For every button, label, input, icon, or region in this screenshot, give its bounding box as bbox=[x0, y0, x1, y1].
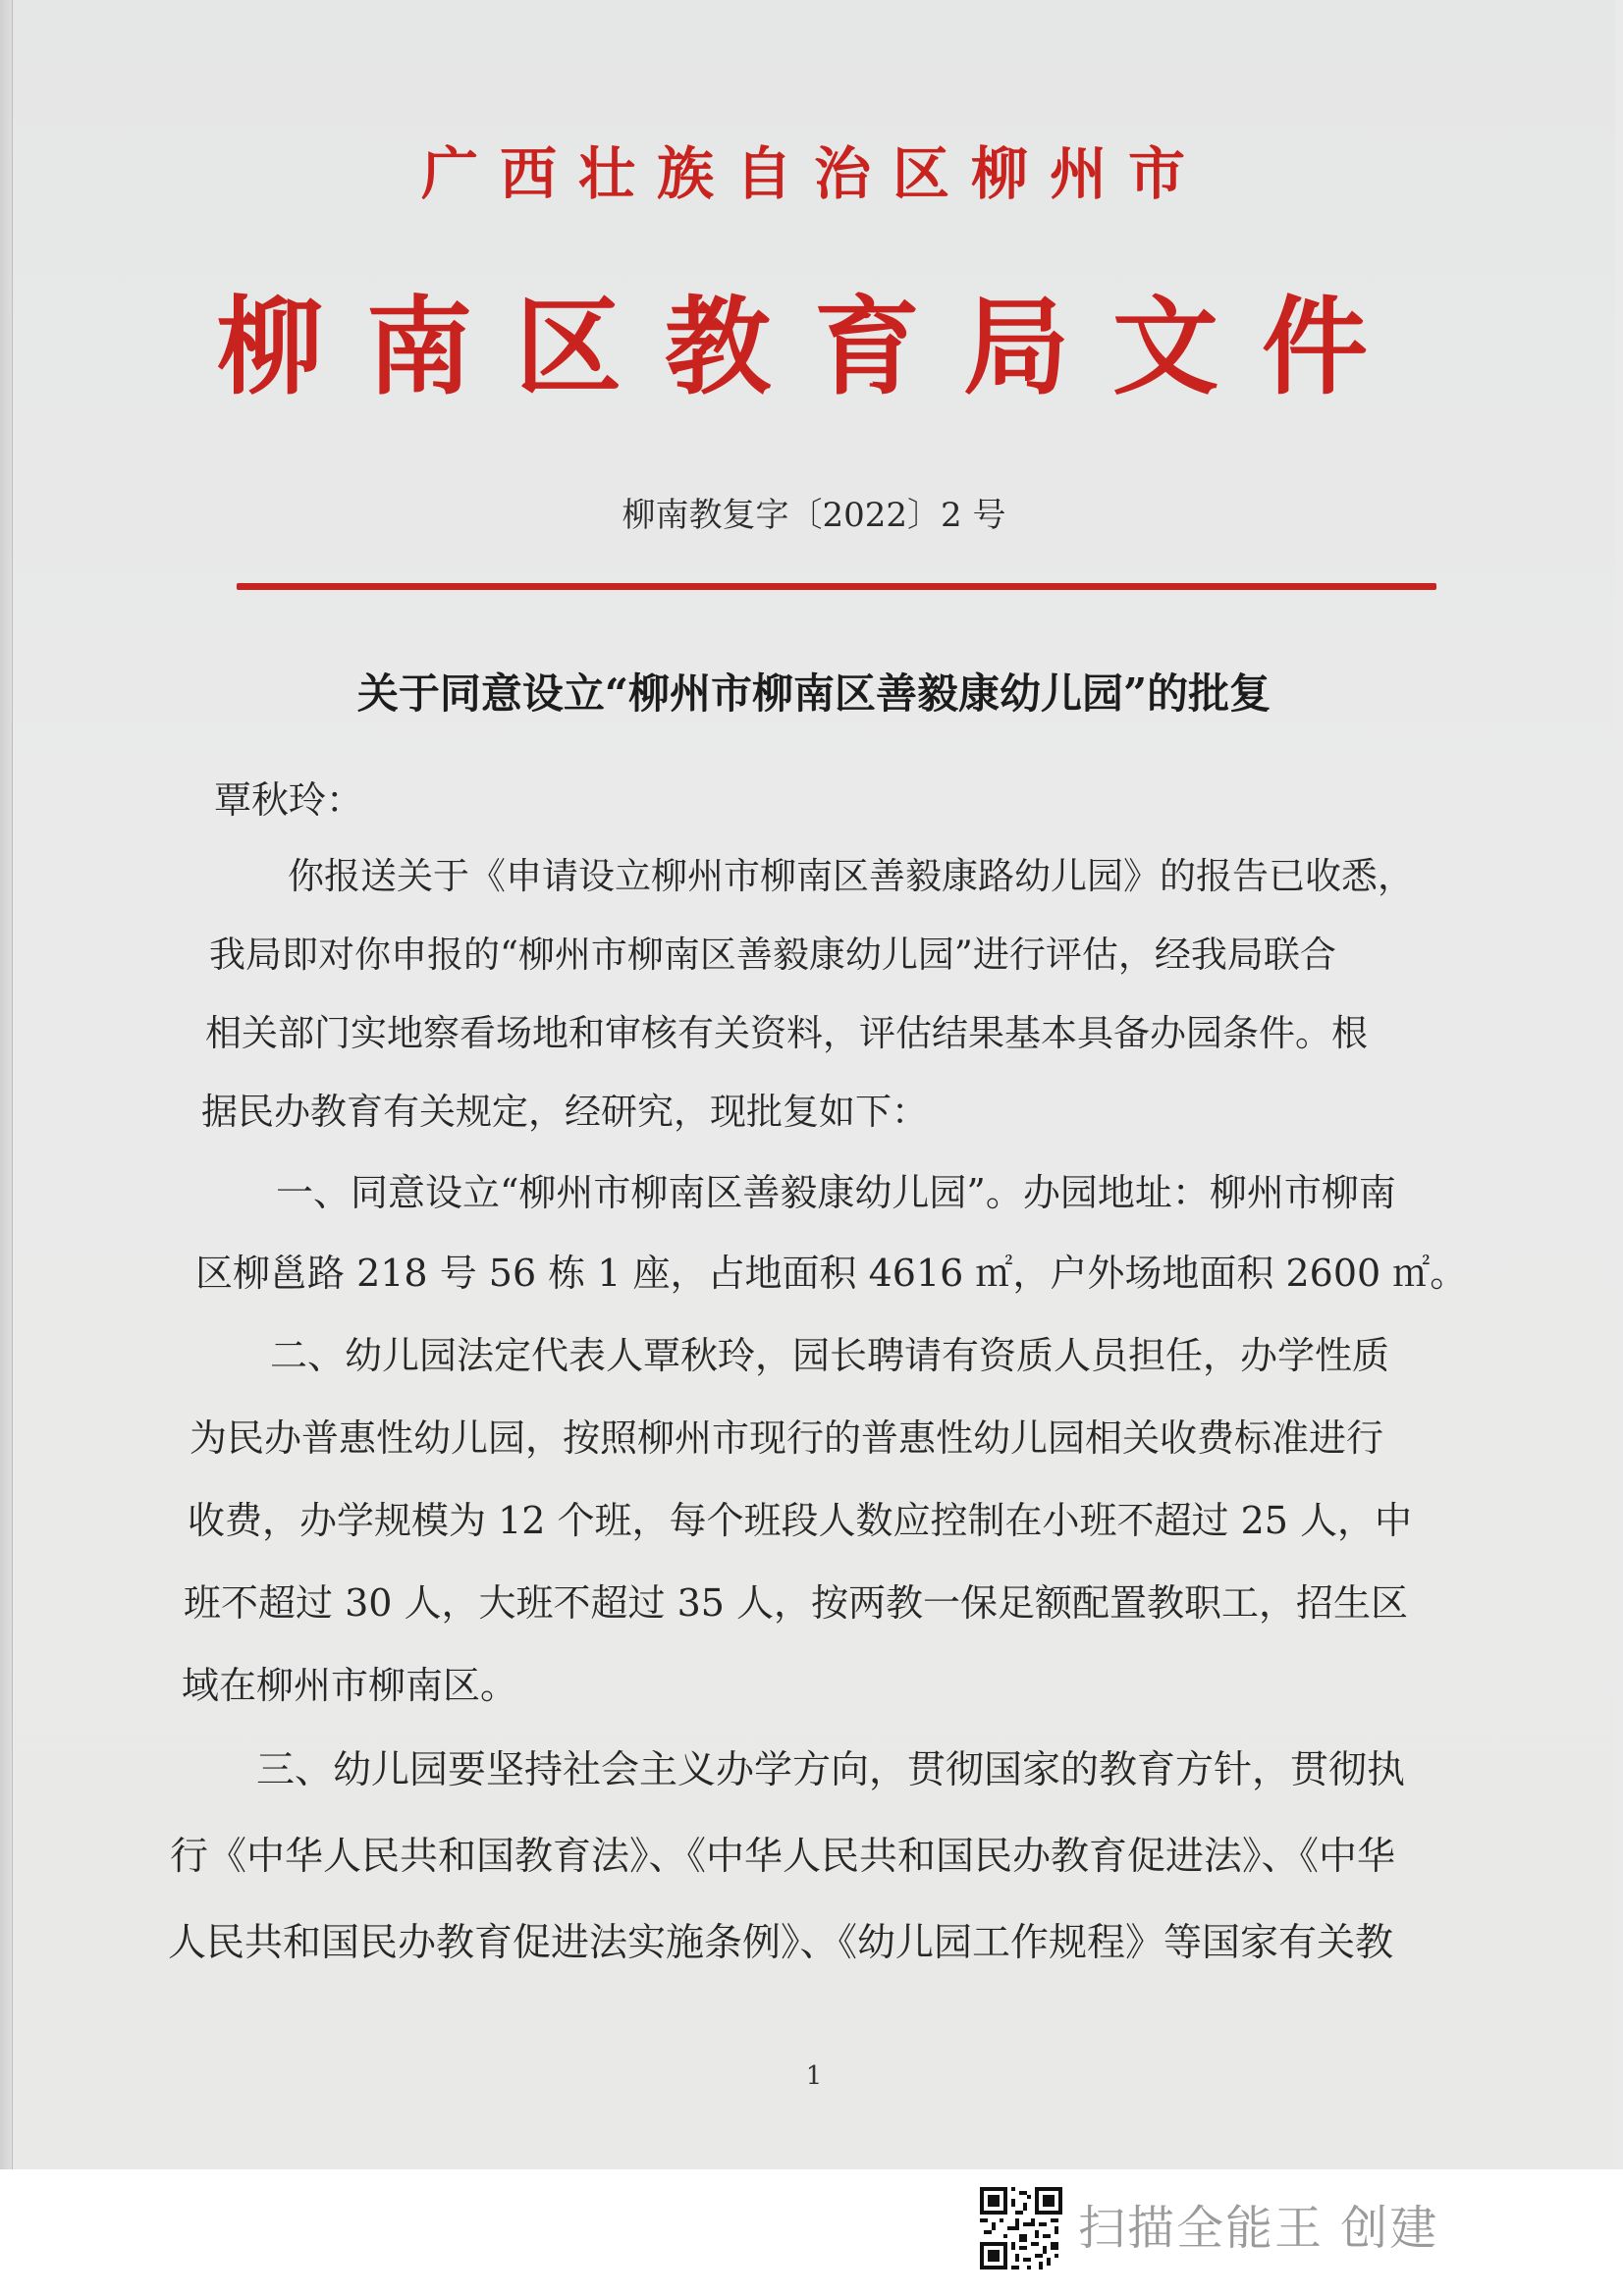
page-number: 1 bbox=[805, 2061, 823, 2091]
body-line: 区柳邕路 218 号 56 栋 1 座，占地面积 4616 ㎡，户外场地面积 2600 ㎡。 bbox=[195, 1252, 1468, 1295]
body-line: 域在柳州市柳南区。 bbox=[182, 1664, 518, 1707]
body-line: 三、幼儿园要坚持社会主义办学方向，贯彻国家的教育方针，贯彻执 bbox=[256, 1748, 1406, 1792]
body-line: 我局即对你申报的“柳州市柳南区善毅康幼儿园”进行评估，经我局联合 bbox=[209, 934, 1336, 976]
salutation: 覃秋玲： bbox=[214, 778, 364, 822]
body-line: 相关部门实地察看场地和审核有关资料，评估结果基本具备办园条件。根 bbox=[205, 1012, 1368, 1054]
scanner-brand-text: 扫描全能王 创建 bbox=[1078, 2201, 1439, 2256]
body-line: 据民办教育有关规定，经研究，现批复如下： bbox=[201, 1091, 928, 1133]
body-line: 行《中华人民共和国教育法》、《中华人民共和国民办教育促进法》、《中华 bbox=[170, 1835, 1396, 1879]
body-line: 班不超过 30 人，大班不超过 35 人，按两教一保足额配置教职工，招生区 bbox=[184, 1581, 1409, 1625]
scanner-watermark-bar bbox=[0, 2169, 1623, 2296]
document-header bbox=[13, 0, 1615, 628]
body-line: 一、同意设立“柳州市柳南区善毅康幼儿园”。办园地址：柳州市柳南 bbox=[276, 1171, 1396, 1214]
red-divider-line bbox=[237, 583, 1436, 590]
body-line: 人民共和国民办教育促进法实施条例》、《幼儿园工作规程》等国家有关教 bbox=[168, 1921, 1394, 1965]
qr-code-icon bbox=[980, 2187, 1062, 2269]
header-issuer-title: 柳南区教育局文件 bbox=[216, 286, 1411, 409]
document-number: 柳南教复字〔2022〕2 号 bbox=[622, 496, 1006, 535]
document-title: 关于同意设立“柳州市柳南区善毅康幼儿园”的批复 bbox=[356, 669, 1271, 718]
body-line: 为民办普惠性幼儿园，按照柳州市现行的普惠性幼儿园相关收费标准进行 bbox=[189, 1416, 1384, 1460]
body-line: 二、幼儿园法定代表人覃秋玲，园长聘请有资质人员担任，办学性质 bbox=[270, 1334, 1390, 1377]
body-line: 收费，办学规模为 12 个班，每个班段人数应控制在小班不超过 25 人，中 bbox=[188, 1499, 1413, 1542]
document-page bbox=[12, 0, 1615, 2169]
header-issuer-region: 广西壮族自治区柳州市 bbox=[420, 140, 1207, 207]
body-line: 你报送关于《申请设立柳州市柳南区善毅康路幼儿园》的报告已收悉， bbox=[288, 855, 1414, 897]
